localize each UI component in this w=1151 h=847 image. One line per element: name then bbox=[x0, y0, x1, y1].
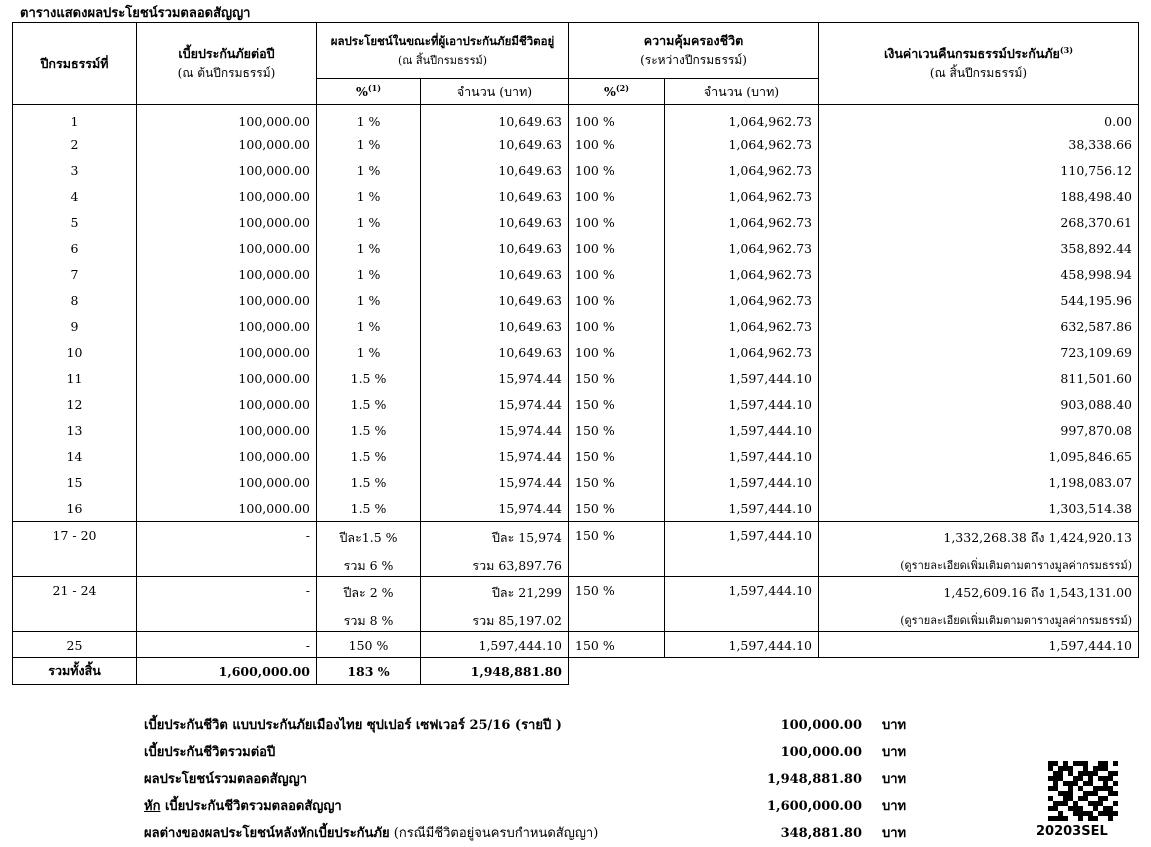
cell-cash: 110,756.12 bbox=[819, 157, 1139, 183]
cell-samt: 15,974.44 bbox=[421, 391, 569, 417]
cell-samt: 10,649.63 bbox=[421, 183, 569, 209]
cell-spct: 1 % bbox=[317, 287, 421, 313]
page-title: ตารางแสดงผลประโยชน์รวมตลอดสัญญา bbox=[20, 6, 251, 21]
cell-premium: 100,000.00 bbox=[137, 365, 317, 391]
cell-camt: 1,064,962.73 bbox=[665, 235, 819, 261]
cell-camt: 1,064,962.73 bbox=[665, 209, 819, 235]
cell-camt: 1,064,962.73 bbox=[665, 261, 819, 287]
cell-cpct: 150 % bbox=[569, 469, 665, 495]
cell-cash: 723,109.69 bbox=[819, 339, 1139, 365]
cell-premium: 100,000.00 bbox=[137, 261, 317, 287]
cell-cash: 358,892.44 bbox=[819, 235, 1139, 261]
benefit-table bbox=[12, 22, 1139, 685]
cell-premium: 100,000.00 bbox=[137, 339, 317, 365]
cell-spct: 1 % bbox=[317, 183, 421, 209]
summary-section bbox=[144, 712, 907, 847]
cell-spct: 1.5 % bbox=[317, 391, 421, 417]
cell-year: 2 bbox=[13, 131, 137, 157]
table-row bbox=[13, 209, 1139, 235]
cell-cash: 1,095,846.65 bbox=[819, 443, 1139, 469]
header-coverage-amount: จำนวน (บาท) bbox=[665, 79, 819, 105]
cell-year: 13 bbox=[13, 417, 137, 443]
cell-spct: 1 % bbox=[317, 157, 421, 183]
cell-samt: 10,649.63 bbox=[421, 157, 569, 183]
cell-spct: 1.5 % bbox=[317, 365, 421, 391]
cell-cash: 0.00 bbox=[819, 105, 1139, 132]
cell-spct: 1 % bbox=[317, 261, 421, 287]
cell-camt: 1,597,444.10 bbox=[665, 495, 819, 522]
summary-row-net-benefit: ผลต่างของผลประโยชน์หลังหักเบี้ยประกันภัย (กรณีมีชีวิตอยู่จนครบกำหนดสัญญา) 348,881.80 บาท bbox=[144, 826, 907, 841]
cell-cash: 1,303,514.38 bbox=[819, 495, 1139, 522]
cell-camt: 1,064,962.73 bbox=[665, 131, 819, 157]
cell-samt: 15,974.44 bbox=[421, 495, 569, 522]
table-row-range-21-24: 21 - 24 - ปีละ 2 % รวม 8 % ปีละ 21,299 รวม 85,197.02 150 % 1,597,444.10 1,452,609.16 ถึง 1,543,131.00 (ดูรายละเอียดเพิ่มเติมตามตารางมูลค่ากรมธรรม์) bbox=[13, 577, 1139, 632]
cell-cash: 903,088.40 bbox=[819, 391, 1139, 417]
cell-premium: 100,000.00 bbox=[137, 313, 317, 339]
cell-spct: 1.5 % bbox=[317, 443, 421, 469]
cell-year: 1 bbox=[13, 105, 137, 132]
cell-cash: 544,195.96 bbox=[819, 287, 1139, 313]
cell-camt: 1,597,444.10 bbox=[665, 417, 819, 443]
cell-premium: 100,000.00 bbox=[137, 209, 317, 235]
cell-year: 3 bbox=[13, 157, 137, 183]
cell-year: 14 bbox=[13, 443, 137, 469]
table-row bbox=[13, 105, 1139, 132]
table-row-year-25: 25 - 150 % 1,597,444.10 150 % 1,597,444.10 1,597,444.10 bbox=[13, 632, 1139, 658]
cell-cash: 997,870.08 bbox=[819, 417, 1139, 443]
cell-cpct: 100 % bbox=[569, 105, 665, 132]
cell-spct: 1 % bbox=[317, 313, 421, 339]
table-row bbox=[13, 365, 1139, 391]
table-row bbox=[13, 235, 1139, 261]
cell-samt: 10,649.63 bbox=[421, 105, 569, 132]
cell-cpct: 100 % bbox=[569, 287, 665, 313]
header-survival-amount: จำนวน (บาท) bbox=[421, 79, 569, 105]
table-row bbox=[13, 469, 1139, 495]
cell-year: 6 bbox=[13, 235, 137, 261]
cell-year: 11 bbox=[13, 365, 137, 391]
table-row bbox=[13, 339, 1139, 365]
summary-row-premium-plan: เบี้ยประกันชีวิต แบบประกันภัยเมืองไทย ซุปเปอร์ เซฟเวอร์ 25/16 (รายปี ) 100,000.00 บาท bbox=[144, 718, 907, 733]
cell-camt: 1,064,962.73 bbox=[665, 105, 819, 132]
cell-camt: 1,597,444.10 bbox=[665, 391, 819, 417]
header-life-coverage: ความคุ้มครองชีวิต (ระหว่างปีกรมธรรม์) bbox=[569, 23, 819, 79]
cell-samt: 15,974.44 bbox=[421, 417, 569, 443]
cell-samt: 10,649.63 bbox=[421, 131, 569, 157]
cell-cpct: 100 % bbox=[569, 313, 665, 339]
cell-year: 12 bbox=[13, 391, 137, 417]
cell-spct: 1 % bbox=[317, 209, 421, 235]
cell-premium: 100,000.00 bbox=[137, 131, 317, 157]
cell-year: 7 bbox=[13, 261, 137, 287]
cell-premium: 100,000.00 bbox=[137, 157, 317, 183]
cell-samt: 10,649.63 bbox=[421, 261, 569, 287]
summary-row-deduct-premium: หัก เบี้ยประกันชีวิตรวมตลอดสัญญา 1,600,000.00 บาท bbox=[144, 799, 907, 814]
table-row bbox=[13, 287, 1139, 313]
cell-spct: 1.5 % bbox=[317, 469, 421, 495]
header-year: ปีกรมธรรม์ที่ bbox=[13, 23, 137, 105]
cell-camt: 1,597,444.10 bbox=[665, 469, 819, 495]
cell-year: 15 bbox=[13, 469, 137, 495]
cell-spct: 1 % bbox=[317, 105, 421, 132]
cell-camt: 1,064,962.73 bbox=[665, 183, 819, 209]
cell-spct: 1.5 % bbox=[317, 495, 421, 522]
summary-row-total-benefit: ผลประโยชน์รวมตลอดสัญญา 1,948,881.80 บาท bbox=[144, 772, 907, 787]
summary-row-premium-total-year: เบี้ยประกันชีวิตรวมต่อปี 100,000.00 บาท bbox=[144, 745, 907, 760]
cell-samt: 15,974.44 bbox=[421, 365, 569, 391]
cell-cpct: 100 % bbox=[569, 235, 665, 261]
cell-cpct: 150 % bbox=[569, 391, 665, 417]
qr-code-label: 20203SEL bbox=[1036, 824, 1108, 839]
cell-cash: 38,338.66 bbox=[819, 131, 1139, 157]
cell-spct: 1.5 % bbox=[317, 417, 421, 443]
cell-premium: 100,000.00 bbox=[137, 287, 317, 313]
header-coverage-pct: %$^{(2)}$ bbox=[569, 79, 665, 105]
cell-premium: 100,000.00 bbox=[137, 105, 317, 132]
cell-premium: 100,000.00 bbox=[137, 443, 317, 469]
table-row-total: รวมทั้งสิ้น 1,600,000.00 183 % 1,948,881.80 bbox=[13, 658, 1139, 685]
cell-premium: 100,000.00 bbox=[137, 183, 317, 209]
cell-camt: 1,064,962.73 bbox=[665, 339, 819, 365]
cell-year: 16 bbox=[13, 495, 137, 522]
cell-year: 10 bbox=[13, 339, 137, 365]
cell-samt: 15,974.44 bbox=[421, 469, 569, 495]
cell-camt: 1,064,962.73 bbox=[665, 287, 819, 313]
cell-cpct: 100 % bbox=[569, 131, 665, 157]
table-row bbox=[13, 443, 1139, 469]
cell-premium: 100,000.00 bbox=[137, 495, 317, 522]
table-row bbox=[13, 313, 1139, 339]
cell-samt: 15,974.44 bbox=[421, 443, 569, 469]
cell-cpct: 100 % bbox=[569, 183, 665, 209]
cell-samt: 10,649.63 bbox=[421, 339, 569, 365]
cell-premium: 100,000.00 bbox=[137, 391, 317, 417]
cell-samt: 10,649.63 bbox=[421, 209, 569, 235]
cell-year: 9 bbox=[13, 313, 137, 339]
cell-cpct: 100 % bbox=[569, 261, 665, 287]
cell-year: 4 bbox=[13, 183, 137, 209]
table-row bbox=[13, 131, 1139, 157]
cell-premium: 100,000.00 bbox=[137, 417, 317, 443]
cell-spct: 1 % bbox=[317, 339, 421, 365]
cell-cash: 632,587.86 bbox=[819, 313, 1139, 339]
cell-cash: 188,498.40 bbox=[819, 183, 1139, 209]
table-row bbox=[13, 157, 1139, 183]
cell-cpct: 100 % bbox=[569, 209, 665, 235]
cell-cpct: 150 % bbox=[569, 495, 665, 522]
table-row bbox=[13, 261, 1139, 287]
cell-cash: 1,198,083.07 bbox=[819, 469, 1139, 495]
cell-cpct: 150 % bbox=[569, 443, 665, 469]
cell-cpct: 100 % bbox=[569, 339, 665, 365]
cell-year: 8 bbox=[13, 287, 137, 313]
header-survival-pct: %$^{(1)}$ bbox=[317, 79, 421, 105]
cell-year: 5 bbox=[13, 209, 137, 235]
cell-camt: 1,064,962.73 bbox=[665, 313, 819, 339]
cell-cpct: 100 % bbox=[569, 157, 665, 183]
header-survival-benefit: ผลประโยชน์ในขณะที่ผู้เอาประกันภัยมีชีวิตอยู่ (ณ สิ้นปีกรมธรรม์) bbox=[317, 23, 569, 79]
table-row bbox=[13, 183, 1139, 209]
header-premium: เบี้ยประกันภัยต่อปี (ณ ต้นปีกรมธรรม์) bbox=[137, 23, 317, 105]
table-row-range-17-20: 17 - 20 - ปีละ1.5 % รวม 6 % ปีละ 15,974 รวม 63,897.76 150 % 1,597,444.10 1,332,268.38 ถึง 1,424,920.13 (ดูรายละเอียดเพิ่มเติมตามตารางมูลค่ากรมธรรม์) bbox=[13, 522, 1139, 577]
cell-samt: 10,649.63 bbox=[421, 235, 569, 261]
cell-premium: 100,000.00 bbox=[137, 469, 317, 495]
cell-cpct: 150 % bbox=[569, 417, 665, 443]
cell-cpct: 150 % bbox=[569, 365, 665, 391]
cell-camt: 1,064,962.73 bbox=[665, 157, 819, 183]
cell-cash: 268,370.61 bbox=[819, 209, 1139, 235]
cell-samt: 10,649.63 bbox=[421, 313, 569, 339]
header-cash-value: เงินค่าเวนคืนกรมธรรม์ประกันภัย$^{(3)}$ (ณ สิ้นปีกรมธรรม์) bbox=[819, 23, 1139, 105]
cell-spct: 1 % bbox=[317, 235, 421, 261]
cell-cash: 811,501.60 bbox=[819, 365, 1139, 391]
cell-camt: 1,597,444.10 bbox=[665, 443, 819, 469]
cell-spct: 1 % bbox=[317, 131, 421, 157]
cell-cash: 458,998.94 bbox=[819, 261, 1139, 287]
table-row bbox=[13, 417, 1139, 443]
qr-code-image bbox=[1048, 760, 1118, 822]
cell-camt: 1,597,444.10 bbox=[665, 365, 819, 391]
table-row bbox=[13, 391, 1139, 417]
cell-premium: 100,000.00 bbox=[137, 235, 317, 261]
table-row bbox=[13, 495, 1139, 522]
cell-samt: 10,649.63 bbox=[421, 287, 569, 313]
table-body bbox=[13, 105, 1139, 685]
